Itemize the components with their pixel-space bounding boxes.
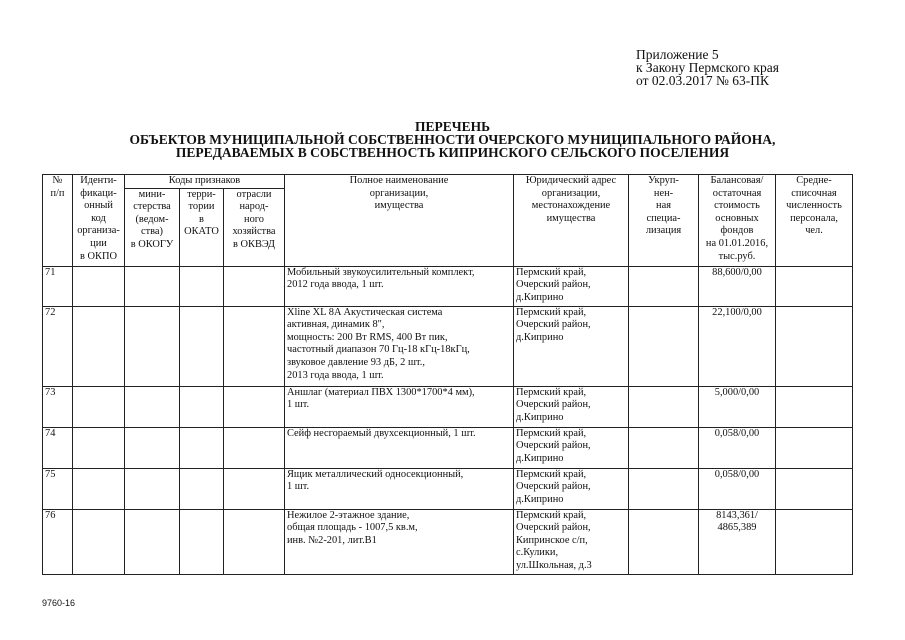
row-address: Пермский край, Очерский район, д.Киприно xyxy=(514,386,629,427)
row-okpo xyxy=(73,266,125,306)
row-staff xyxy=(776,306,853,386)
row-name: Нежилое 2-этажное здание, общая площадь - 1007,5 кв.м, инв. №2-201, лит.В1 xyxy=(285,509,514,574)
row-staff xyxy=(776,427,853,468)
row-okogu xyxy=(125,386,180,427)
row-num: 75 xyxy=(43,468,73,509)
row-okogu xyxy=(125,509,180,574)
header-row-1 xyxy=(43,175,853,189)
document-title xyxy=(0,120,905,159)
row-okpo xyxy=(73,468,125,509)
table-row xyxy=(43,266,853,306)
row-balance: 22,100/0,00 xyxy=(699,306,776,386)
row-specialization xyxy=(629,386,699,427)
table-row xyxy=(43,386,853,427)
row-okpo xyxy=(73,386,125,427)
table-row xyxy=(43,427,853,468)
row-okved xyxy=(224,427,285,468)
row-okato xyxy=(180,509,224,574)
header-okpo: Иденти- фикаци- онный код организа- ции в ОКПО xyxy=(73,175,125,267)
row-okato xyxy=(180,306,224,386)
row-num: 76 xyxy=(43,509,73,574)
header-name: Полное наименование организации, имущества xyxy=(285,175,514,267)
title-line-2: ОБЪЕКТОВ МУНИЦИПАЛЬНОЙ СОБСТВЕННОСТИ ОЧЕРСКОГО МУНИЦИПАЛЬНОГО РАЙОНА, xyxy=(129,132,776,147)
row-okato xyxy=(180,266,224,306)
row-balance: 0,058/0,00 xyxy=(699,468,776,509)
row-name: Сейф несгораемый двухсекционный, 1 шт. xyxy=(285,427,514,468)
row-okogu xyxy=(125,468,180,509)
row-okato xyxy=(180,468,224,509)
row-okved xyxy=(224,509,285,574)
row-address: Пермский край, Очерский район, Кипринское с/п, с.Кулики, ул.Школьная, д.3 xyxy=(514,509,629,574)
row-staff xyxy=(776,468,853,509)
row-specialization xyxy=(629,427,699,468)
header-specialization: Укруп- нен- ная специа- лизация xyxy=(629,175,699,267)
appendix-note xyxy=(636,48,779,87)
footer-code: 9760-16 xyxy=(42,598,76,608)
appendix-line-1: Приложение 5 xyxy=(636,47,719,62)
row-balance: 8143,361/ 4865,389 xyxy=(699,509,776,574)
row-specialization xyxy=(629,468,699,509)
row-okved xyxy=(224,468,285,509)
row-okved xyxy=(224,386,285,427)
header-address: Юридический адрес организации, местонахождение имущества xyxy=(514,175,629,267)
header-okogu: мини- стерства (ведом- ства) в ОКОГУ xyxy=(125,188,180,266)
appendix-line-3: от 02.03.2017 № 63-ПК xyxy=(636,73,769,88)
table-row xyxy=(43,509,853,574)
row-okved xyxy=(224,306,285,386)
row-okato xyxy=(180,386,224,427)
row-okogu xyxy=(125,427,180,468)
row-address: Пермский край, Очерский район, д.Киприно xyxy=(514,427,629,468)
row-staff xyxy=(776,386,853,427)
row-name: Xline XL 8A Акустическая система активная, динамик 8", мощность: 200 Вт RMS, 400 Вт пик, частотный диапазон 70 Гц-18 кГц-18кГц, звуковое давление 93 дБ, 2 шт., 2013 года ввода, 1 шт. xyxy=(285,306,514,386)
row-num: 73 xyxy=(43,386,73,427)
row-staff xyxy=(776,509,853,574)
row-specialization xyxy=(629,266,699,306)
row-okpo xyxy=(73,509,125,574)
row-okpo xyxy=(73,427,125,468)
row-specialization xyxy=(629,306,699,386)
row-name: Ящик металлический односекционный, 1 шт. xyxy=(285,468,514,509)
row-okpo xyxy=(73,306,125,386)
row-staff xyxy=(776,266,853,306)
row-okato xyxy=(180,427,224,468)
row-name: Мобильный звукоусилительный комплект, 2012 года ввода, 1 шт. xyxy=(285,266,514,306)
header-codes-group: Коды признаков xyxy=(125,175,285,189)
row-address: Пермский край, Очерский район, д.Киприно xyxy=(514,468,629,509)
row-balance: 0,058/0,00 xyxy=(699,427,776,468)
row-specialization xyxy=(629,509,699,574)
row-balance: 5,000/0,00 xyxy=(699,386,776,427)
table-row xyxy=(43,306,853,386)
title-line-1: ПЕРЕЧЕНЬ xyxy=(414,119,491,134)
row-num: 74 xyxy=(43,427,73,468)
row-okogu xyxy=(125,306,180,386)
row-num: 72 xyxy=(43,306,73,386)
row-name: Аншлаг (материал ПВХ 1300*1700*4 мм), 1 шт. xyxy=(285,386,514,427)
row-num: 71 xyxy=(43,266,73,306)
header-num: № п/п xyxy=(43,175,73,267)
row-address: Пермский край, Очерский район, д.Киприно xyxy=(514,306,629,386)
property-table xyxy=(42,174,853,575)
appendix-line-2: к Закону Пермского края xyxy=(636,60,779,75)
header-staff: Средне- списочная численность персонала, чел. xyxy=(776,175,853,267)
header-okato: терри- тории в ОКАТО xyxy=(180,188,224,266)
row-okved xyxy=(224,266,285,306)
header-okved: отрасли народ- ного хозяйства в ОКВЭД xyxy=(224,188,285,266)
row-address: Пермский край, Очерский район, д.Киприно xyxy=(514,266,629,306)
title-line-3: ПЕРЕДАВАЕМЫХ В СОБСТВЕННОСТЬ КИПРИНСКОГО СЕЛЬСКОГО ПОСЕЛЕНИЯ xyxy=(175,145,730,160)
row-okogu xyxy=(125,266,180,306)
table-row xyxy=(43,468,853,509)
row-balance: 88,600/0,00 xyxy=(699,266,776,306)
header-balance: Балансовая/ остаточная стоимость основных фондов на 01.01.2016, тыс.руб. xyxy=(699,175,776,267)
